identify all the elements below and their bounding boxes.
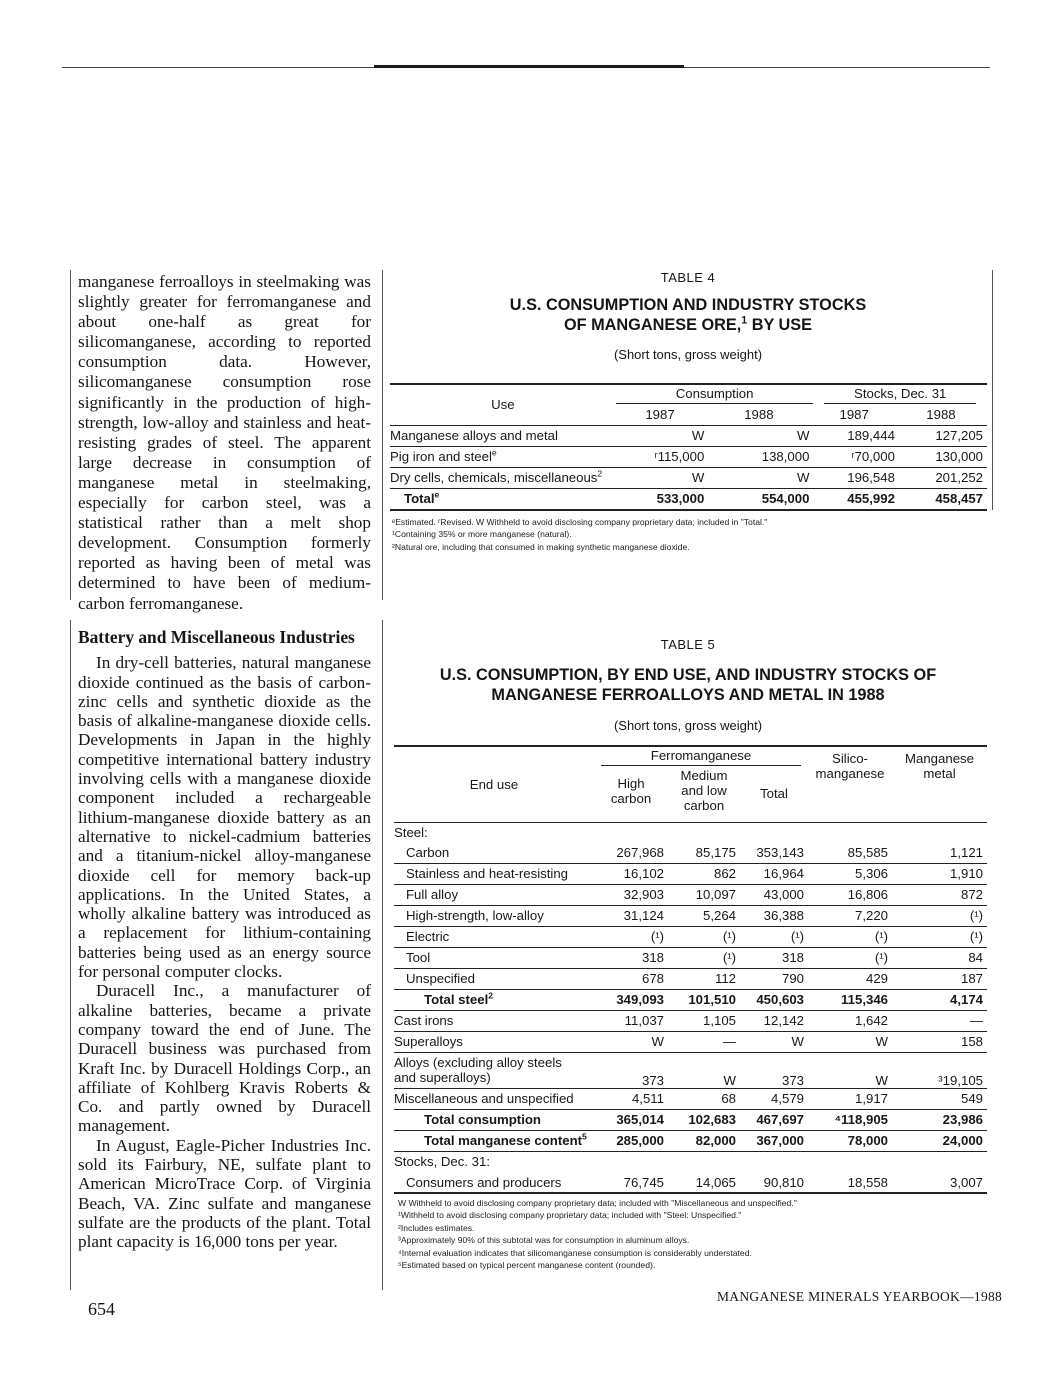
cell: 115,346 <box>841 992 888 1007</box>
table4-label: TABLE 4 <box>660 270 716 285</box>
cell: 318 <box>641 950 664 965</box>
battery-section <box>78 628 371 1252</box>
cell: 112 <box>714 971 736 986</box>
section-label: Steel: <box>394 824 428 840</box>
cell: 90,810 <box>763 1174 804 1190</box>
row-label-text: Total manganese content <box>424 1133 583 1148</box>
footnote-ref: 2 <box>488 990 494 1001</box>
cell: 5,264 <box>702 908 736 923</box>
cell: (¹) <box>790 929 804 944</box>
row-label: Cast irons <box>394 1013 454 1028</box>
table-row <box>394 842 987 863</box>
table-row <box>390 467 987 488</box>
col-header-silicomanganese <box>808 746 892 822</box>
footnote-ref: e <box>491 447 497 458</box>
column-rule-left-b <box>70 620 71 1290</box>
cell: 11,037 <box>624 1013 664 1028</box>
row-label: Full alloy <box>406 887 459 902</box>
cell: (¹) <box>969 929 983 944</box>
cell: 187 <box>960 971 983 986</box>
cell: 36,388 <box>763 908 804 923</box>
footnote: ³Approximately 90% of this subtotal was for consumption in aluminum alloys. <box>398 1235 690 1246</box>
cell: 68 <box>721 1091 736 1106</box>
body-text-column <box>78 272 371 614</box>
row-label-text: Pig iron and steel <box>390 449 492 464</box>
cell: 450,603 <box>756 992 804 1007</box>
column-rule-center <box>382 270 383 600</box>
cell: 5,306 <box>854 866 888 881</box>
table-row <box>394 884 987 905</box>
cell: 130,000 <box>935 449 983 464</box>
title-text: OF MANGANESE ORE, <box>563 316 742 334</box>
page-number: 654 <box>88 1299 115 1319</box>
footnote: ⁴Internal evaluation indicates that silicomanganese consumption is considerably understated. <box>398 1247 752 1258</box>
cell: (¹) <box>874 929 888 944</box>
header-text: Stocks, Dec. 31 <box>824 386 976 404</box>
cell: 678 <box>641 971 664 986</box>
column-rule-left <box>70 270 71 600</box>
cell: 349,093 <box>616 992 664 1007</box>
cell: 82,000 <box>695 1133 736 1148</box>
col-header-total: Total <box>760 786 788 802</box>
cell: 533,000 <box>656 491 705 507</box>
col-header-1988: 1988 <box>744 406 774 422</box>
footnote: ᵉEstimated. ʳRevised. W Withheld to avoid disclosing company proprietary data; included in "Total." <box>392 517 768 527</box>
table5-title-line2: MANGANESE FERROALLOYS AND METAL IN 1988 <box>491 686 885 704</box>
cell: 4,579 <box>770 1091 804 1106</box>
table4-title-line2 <box>390 315 986 335</box>
table-row <box>394 1172 987 1193</box>
col-header-consumption <box>616 384 814 404</box>
row-label: Tool <box>406 950 431 965</box>
cell: 353,143 <box>756 844 804 860</box>
table-total-row <box>394 1130 987 1151</box>
cell: 31,124 <box>623 908 664 923</box>
header-text: Silico- manganese <box>815 751 885 781</box>
cell: W <box>875 1034 888 1049</box>
row-label: Electric <box>406 929 450 944</box>
cell: ʳ115,000 <box>654 449 705 464</box>
cell: 84 <box>968 950 983 965</box>
row-label: Total consumption <box>424 1112 541 1127</box>
cell: 365,014 <box>616 1112 664 1127</box>
cell: 554,000 <box>761 491 810 507</box>
row-label: Unspecified <box>406 971 475 986</box>
footnote-ref: 5 <box>582 1131 587 1142</box>
row-label: Miscellaneous and unspecified <box>394 1091 574 1106</box>
table5-title-line1: U.S. CONSUMPTION, BY END USE, AND INDUSTRY STOCKS OF <box>439 666 937 684</box>
header-text: Consumption <box>616 386 814 404</box>
cell: 189,444 <box>847 428 895 443</box>
header-text: Medium and low carbon <box>680 768 728 813</box>
cell: 18,558 <box>847 1174 888 1190</box>
cell: 872 <box>960 887 983 902</box>
header-text: Manganese metal <box>905 751 974 781</box>
cell: 1,105 <box>702 1013 736 1028</box>
col-header-stocks-1987: 1987 <box>839 406 869 422</box>
paragraph: In August, Eagle-Picher Industries Inc. sold its Fairbury, NE, sulfate plant to American MicroTrace Corp. of Virginia Beach, VA. Zinc sulfate and manganese sulfate are the products of the plant. Total plant capacity is 16,000 tons per year. <box>78 1135 371 1252</box>
col-header-stocks-1988: 1988 <box>926 406 956 422</box>
cell: 467,697 <box>756 1112 804 1127</box>
table4-caption <box>390 270 986 362</box>
header-rule-thick <box>374 65 684 68</box>
row-label: Stainless and heat-resisting <box>406 866 569 881</box>
table-total-row <box>394 989 987 1010</box>
cell: W <box>796 470 810 485</box>
col-header-end-use: End use <box>394 746 594 822</box>
table-row <box>394 1010 987 1031</box>
cell: 3,007 <box>949 1174 983 1190</box>
cell: (¹) <box>874 950 888 965</box>
cell: 4,511 <box>631 1091 664 1106</box>
table-row <box>394 1031 987 1052</box>
table5-label: TABLE 5 <box>660 637 716 652</box>
cell: 862 <box>713 866 736 881</box>
cell: 32,903 <box>623 887 664 902</box>
cell: 23,986 <box>942 1112 983 1127</box>
table-total-row <box>394 1109 987 1130</box>
footnote: ²Includes estimates. <box>398 1222 475 1233</box>
row-label: Superalloys <box>394 1034 463 1049</box>
row-label <box>394 1052 594 1088</box>
table4-footnotes <box>392 516 988 553</box>
table-row <box>394 926 987 947</box>
footnote: ¹Withheld to avoid disclosing company proprietary data; included with "Steel: Unspecified." <box>398 1210 742 1221</box>
cell: 85,175 <box>695 844 736 860</box>
footnote-ref: e <box>434 489 440 500</box>
table5-title <box>390 665 986 705</box>
cell: 158 <box>960 1034 983 1049</box>
cell: 138,000 <box>761 449 810 464</box>
cell: W <box>651 1034 664 1049</box>
cell: ʳ70,000 <box>851 449 895 464</box>
col-header-manganese-metal <box>892 746 987 822</box>
cell: 201,252 <box>935 470 983 485</box>
cell: 429 <box>865 971 888 986</box>
cell: W <box>723 1072 736 1088</box>
cell: 16,806 <box>847 887 888 902</box>
table-row <box>394 947 987 968</box>
cell: W <box>796 428 810 443</box>
cell: 102,683 <box>688 1112 736 1127</box>
cell: 373 <box>781 1072 804 1088</box>
footnote: W Withheld to avoid disclosing company proprietary data; included with "Miscellaneous and unspecified." <box>398 1198 797 1208</box>
cell: 790 <box>781 971 804 986</box>
cell: ³19,105 <box>938 1072 983 1088</box>
cell: 455,992 <box>847 491 895 507</box>
cell: 10,097 <box>695 887 736 902</box>
row-label <box>394 989 594 1010</box>
col-header-stocks <box>813 384 987 404</box>
header-text: Ferromanganese <box>601 748 801 766</box>
table-row <box>394 863 987 884</box>
row-label: Consumers and producers <box>406 1174 562 1190</box>
cell: 1,121 <box>949 844 983 860</box>
paragraph: manganese ferroalloys in steelmaking was slightly greater for ferromanganese and about one-half as great for silicomanganese, according to reported consumption data. However, silicomanganese consumption rose significantly in the production of high-strength, low-alloy and stainless and heat-resisting grades of steel. The apparent large decrease in consumption of manganese metal in steelmaking, especially for carbon steel, was a statistical rather than a melt shop development. Consumption formerly reported as having been of metal was determined to have been of medium-carbon ferromanganese. <box>78 272 371 613</box>
column-rule-right <box>992 270 993 510</box>
cell: (¹) <box>722 950 736 965</box>
table-row <box>394 905 987 926</box>
cell: 12,142 <box>763 1013 804 1028</box>
cell: 549 <box>960 1091 983 1106</box>
cell: (¹) <box>722 929 736 944</box>
table4 <box>390 383 987 511</box>
title-sup: 1 <box>741 314 748 327</box>
cell: (¹) <box>650 929 664 944</box>
cell: 267,968 <box>616 844 664 860</box>
cell: 318 <box>781 950 804 965</box>
footnote-ref: 2 <box>597 468 603 479</box>
cell: 16,102 <box>623 866 664 881</box>
cell: 76,745 <box>623 1174 664 1190</box>
section-heading: Battery and Miscellaneous Industries <box>78 627 355 647</box>
cell: 373 <box>641 1072 664 1088</box>
table4-title <box>390 295 986 335</box>
row-label-text: Alloys (excluding alloy steels and superalloys) <box>394 1054 562 1085</box>
table-row <box>394 968 987 989</box>
row-label: High-strength, low-alloy <box>406 908 544 923</box>
cell: — <box>969 1013 983 1028</box>
col-header-1987: 1987 <box>645 406 675 422</box>
cell: 458,457 <box>935 491 983 507</box>
col-header-medium-low-carbon <box>668 766 740 822</box>
table5-subtitle: (Short tons, gross weight) <box>613 718 763 733</box>
title-text: BY USE <box>747 316 813 334</box>
cell: 14,065 <box>695 1174 736 1190</box>
table4-title-line1: U.S. CONSUMPTION AND INDUSTRY STOCKS <box>509 296 867 314</box>
table-row <box>390 425 987 446</box>
cell: W <box>691 428 705 443</box>
col-header-high-carbon <box>594 766 668 822</box>
row-label-text: Dry cells, chemicals, miscellaneous <box>390 470 598 485</box>
footnote: ²Natural ore, including that consumed in making synthetic manganese dioxide. <box>392 541 690 552</box>
cell: 285,000 <box>616 1133 664 1148</box>
cell: 196,548 <box>847 470 895 485</box>
cell: W <box>691 470 705 485</box>
paragraph: In dry-cell batteries, natural manganese dioxide continued as the basis of carbon-zinc cells and synthetic dioxide as the basis of alkaline-manganese dioxide cells. Developments in Japan in the highly competitive international battery industry involving cells with a manganese dioxide component included a rechargeable lithium-manganese dioxide battery as an alternative to nickel-cadmium batteries and a titanium-nickel alloy-manganese dioxide cell for memory back-up applications. In the United States, a wholly alkaline battery was introduced as a replacement for lithium-containing batteries being used as an energy source for personal computer clocks. <box>78 653 371 982</box>
cell: 101,510 <box>688 992 736 1007</box>
table5-caption <box>390 637 986 733</box>
table-row <box>390 446 987 467</box>
cell: (¹) <box>969 908 983 923</box>
footnote: ⁵Estimated based on typical percent manganese content (rounded). <box>398 1260 656 1271</box>
table-total-row <box>390 488 987 510</box>
cell: 4,174 <box>949 992 983 1007</box>
row-label-text: Total <box>404 491 435 507</box>
col-header-use: Use <box>390 384 616 425</box>
table4-subtitle: (Short tons, gross weight) <box>613 347 763 362</box>
row-label <box>390 446 616 467</box>
col-header-ferromanganese <box>594 746 808 766</box>
row-label: Manganese alloys and metal <box>390 428 558 443</box>
column-rule-center-b <box>382 620 383 1290</box>
cell: W <box>791 1034 804 1049</box>
cell: W <box>875 1072 888 1088</box>
cell: 78,000 <box>847 1133 888 1148</box>
cell: — <box>722 1034 736 1049</box>
footnote: ¹Containing 35% or more manganese (natural). <box>392 529 572 540</box>
cell: 1,642 <box>854 1013 888 1028</box>
running-footer: MANGANESE MINERALS YEARBOOK—1988 <box>717 1289 1003 1304</box>
cell: ⁴118,905 <box>834 1112 888 1127</box>
cell: 1,917 <box>854 1091 888 1106</box>
cell: 24,000 <box>942 1133 983 1148</box>
paragraph: Duracell Inc., a manufacturer of alkaline batteries, became a private company toward the end of June. The Duracell business was purchased from Kraft Inc. by Duracell Holdings Corp., an affiliate of Kohlberg Kravis Roberts & Co. and partly owned by Duracell management. <box>78 981 371 1136</box>
row-label: Carbon <box>406 844 450 860</box>
cell: 85,585 <box>847 844 888 860</box>
cell: 367,000 <box>756 1133 804 1148</box>
cell: 7,220 <box>854 908 888 923</box>
table-row <box>394 1088 987 1109</box>
table5-footnotes <box>398 1197 988 1271</box>
header-text: High carbon <box>610 776 652 806</box>
row-label <box>390 467 616 488</box>
section-label: Stocks, Dec. 31: <box>394 1154 491 1170</box>
cell: 43,000 <box>763 887 804 902</box>
row-label <box>390 488 616 510</box>
row-label <box>394 1130 594 1151</box>
cell: 127,205 <box>935 428 983 443</box>
cell: 1,910 <box>949 866 983 881</box>
table-row <box>394 1052 987 1088</box>
cell: 16,964 <box>763 866 804 881</box>
table5 <box>394 745 987 1194</box>
row-label-text: Total steel <box>424 992 489 1007</box>
